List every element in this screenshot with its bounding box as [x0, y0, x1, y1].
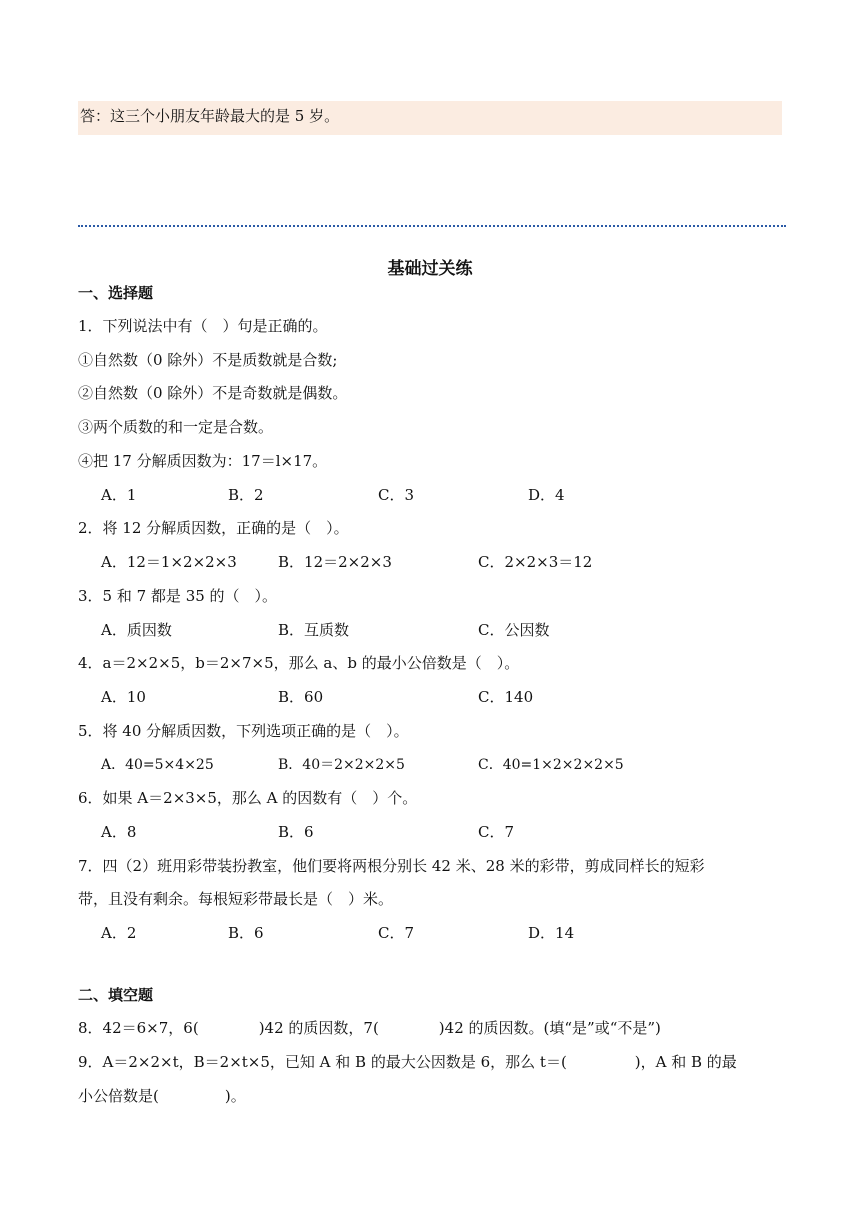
q1-option-c[interactable]: C．3 [378, 486, 415, 504]
q9-text-d: )。 [224, 1087, 246, 1105]
q7-option-a[interactable]: A．2 [101, 924, 137, 942]
q2-option-c[interactable]: C．2×2×3＝12 [478, 553, 593, 571]
q5-option-c[interactable]: C．40=1×2×2×2×5 [478, 757, 624, 773]
q3-option-c[interactable]: C．公因数 [478, 621, 550, 639]
part1-heading: 一、选择题 [78, 284, 154, 302]
q9-text-c: 小公倍数是( [78, 1087, 159, 1105]
q7-option-c[interactable]: C．7 [378, 924, 415, 942]
q5-option-b[interactable]: B．40＝2×2×2×5 [278, 757, 405, 773]
q9-text-b: )，A 和 B 的最 [634, 1053, 737, 1071]
q6-option-b[interactable]: B．6 [278, 823, 314, 841]
q1-option-b[interactable]: B．2 [228, 486, 264, 504]
q7-stem-line2: 带，且没有剩余。每根短彩带最长是（ ）米。 [78, 890, 394, 908]
q1-statement-3: ③两个质数的和一定是合数。 [78, 418, 274, 436]
q4-option-b[interactable]: B．60 [278, 688, 324, 706]
q9-line1 [78, 1051, 737, 1072]
q8-text-b: )42 的质因数，7( [258, 1019, 379, 1037]
q5-option-a[interactable]: A．40=5×4×25 [101, 757, 214, 773]
q5-stem: 5．将 40 分解质因数，下列选项正确的是（ ）。 [78, 722, 409, 740]
q6-option-c[interactable]: C．7 [478, 823, 515, 841]
q7-stem-line1: 7．四（2）班用彩带装扮教室，他们要将两根分别长 42 米、28 米的彩带，剪成同样长的短彩 [78, 857, 705, 875]
q1-statement-2: ②自然数（0 除外）不是奇数就是偶数。 [78, 384, 348, 402]
q8-text-a: 8．42＝6×7，6( [78, 1019, 199, 1037]
q1-statement-4: ④把 17 分解质因数为：17＝l×17。 [78, 452, 328, 470]
q9-text-a: 9．A＝2×2×t，B＝2×t×5，已知 A 和 B 的最大公因数是 6，那么 t＝( [78, 1053, 567, 1071]
q3-option-a[interactable]: A．质因数 [101, 621, 172, 639]
q2-stem: 2．将 12 分解质因数，正确的是（ ）。 [78, 519, 349, 537]
q7-option-b[interactable]: B．6 [228, 924, 264, 942]
q3-stem: 3．5 和 7 都是 35 的（ ）。 [78, 587, 278, 605]
q9-line2 [78, 1085, 246, 1106]
part2-heading: 二、填空题 [78, 986, 154, 1004]
section-title: 基础过关练 [387, 259, 473, 279]
q1-statement-1: ①自然数（0 除外）不是质数就是合数; [78, 351, 338, 369]
q4-stem: 4．a＝2×2×5，b＝2×7×5，那么 a、b 的最小公倍数是（ ）。 [78, 654, 520, 672]
q8-line [78, 1017, 661, 1038]
answer-box [78, 101, 782, 135]
q2-option-b[interactable]: B．12＝2×2×3 [278, 553, 392, 571]
q2-option-a[interactable]: A．12＝1×2×2×3 [101, 553, 237, 571]
q1-stem: 1．下列说法中有（ ）句是正确的。 [78, 317, 328, 335]
q8-text-c: )42 的质因数。(填“是”或“不是”) [438, 1019, 661, 1037]
q7-option-d[interactable]: D．14 [528, 924, 575, 942]
q1-option-a[interactable]: A．1 [101, 486, 137, 504]
q4-option-a[interactable]: A．10 [101, 688, 146, 706]
q6-stem: 6．如果 A＝2×3×5，那么 A 的因数有（ ）个。 [78, 789, 418, 807]
answer-text: 答：这三个小朋友年龄最大的是 5 岁。 [80, 107, 340, 125]
q4-option-c[interactable]: C．140 [478, 688, 534, 706]
q6-option-a[interactable]: A．8 [101, 823, 137, 841]
section-divider [78, 225, 786, 227]
q3-option-b[interactable]: B．互质数 [278, 621, 350, 639]
q1-option-d[interactable]: D．4 [528, 486, 565, 504]
